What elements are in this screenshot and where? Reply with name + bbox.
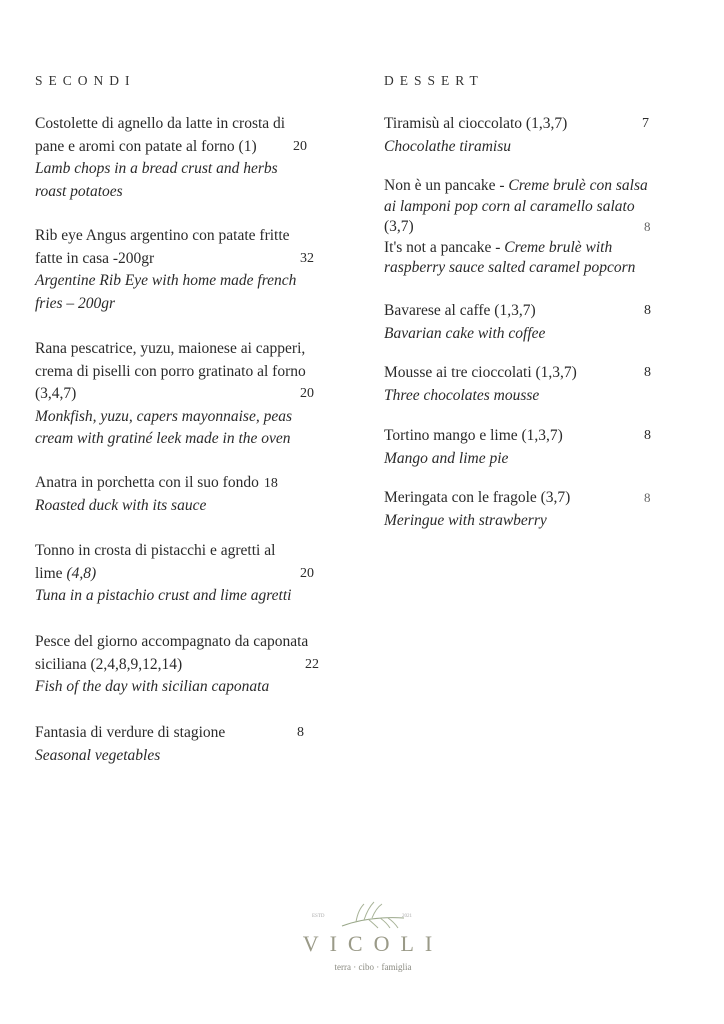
item-translation-text: cream with gratiné leek made in the oven <box>35 430 291 447</box>
item-text: Costolette di agnello da latte in crosta di <box>35 115 286 132</box>
logo-brand: VICOLI <box>302 931 444 956</box>
item-price: 8 <box>644 490 651 505</box>
menu-item <box>35 631 365 699</box>
menu-item-line <box>35 270 365 293</box>
item-price: 20 <box>300 565 314 581</box>
menu-item-line <box>35 676 365 699</box>
item-text: Rana pescatrice, yuzu, maionese ai capperi, <box>35 340 306 357</box>
item-text: Anatra in porchetta con il suo fondo <box>35 474 259 491</box>
item-translation-text: Chocolathe tiramisu <box>384 137 512 155</box>
item-text: Meringata con le fragole (3,7) <box>384 489 571 506</box>
item-translation-text: fries – 200gr <box>35 294 116 312</box>
item-translation-text: Lamb chops in a bread crust and herbs <box>35 160 278 177</box>
item-text: siciliana (2,4,8,9,12,14) <box>35 655 183 673</box>
menu-item <box>384 113 714 158</box>
menu-item-line <box>384 448 714 471</box>
menu-item-line <box>35 495 365 518</box>
item-text: Rib eye Angus argentino con patate fritte <box>35 227 290 244</box>
item-translation-text: roast potatoes <box>35 182 123 200</box>
menu-item-line <box>35 722 365 745</box>
item-translation-text: Bavarian cake with coffee <box>384 324 546 342</box>
menu-item-line <box>35 225 365 248</box>
menu-item-line <box>384 323 714 346</box>
item-translation-text: Fish of the day with sicilian caponata <box>35 678 270 695</box>
menu-item-line <box>384 113 714 136</box>
item-translation-text: Argentine Rib Eye with home made french <box>35 272 297 289</box>
menu-item-line <box>35 654 365 677</box>
menu-item-line <box>384 362 714 385</box>
item-price: 20 <box>293 138 307 154</box>
item-text: pane e aromi con patate al forno (1) <box>35 137 257 155</box>
menu-item <box>384 362 714 407</box>
menu-item-line <box>35 428 365 451</box>
menu-item-line <box>35 631 365 654</box>
item-translation-text: Roasted duck with its sauce <box>35 496 207 514</box>
menu-item-line <box>35 113 365 136</box>
logo-tagline: terra · cibo · famiglia <box>334 962 412 972</box>
menu-item-line <box>35 563 365 586</box>
vicoli-logo <box>298 898 448 978</box>
item-text: crema di piselli con porro gratinato al forno <box>35 362 306 380</box>
item-text: Pesce del giorno accompagnato da caponata <box>35 633 309 650</box>
logo-year: 2021 <box>402 914 412 919</box>
item-text: lime <box>35 564 67 582</box>
menu-item <box>384 176 714 279</box>
menu-item <box>35 113 365 203</box>
menu-item-line <box>35 472 365 495</box>
menu-item-line <box>384 136 714 159</box>
item-translation-text: ai lamponi pop corn al caramello salato <box>384 197 635 215</box>
menu-item-line <box>35 338 365 361</box>
menu-item-line <box>35 406 365 429</box>
item-text: Tiramisù al cioccolato (1,3,7) <box>384 115 568 132</box>
menu-item-line <box>35 361 365 384</box>
menu-item-line <box>35 158 365 181</box>
olive-branch-icon <box>338 898 408 932</box>
item-translation-text: (4,8) <box>66 564 97 582</box>
item-text: Bavarese al caffe (1,3,7) <box>384 302 536 319</box>
menu-item-line <box>35 181 365 204</box>
menu-item <box>384 425 714 470</box>
item-price: 8 <box>644 219 651 235</box>
item-translation-text: Mango and lime pie <box>384 449 509 467</box>
menu-item-line <box>384 487 714 510</box>
menu-item-line <box>384 258 714 279</box>
item-text: fatte in casa -200gr <box>35 249 155 267</box>
item-text: (3,7) <box>384 218 414 236</box>
item-translation-text: raspberry sauce salted caramel popcorn <box>384 259 636 277</box>
item-price: 8 <box>644 303 651 318</box>
menu-item-line <box>384 385 714 408</box>
item-price: 8 <box>644 365 651 380</box>
menu-item-line <box>35 745 365 768</box>
item-translation-text: Meringue with strawberry <box>384 511 547 529</box>
section-title-secondi: SECONDI <box>35 73 136 88</box>
menu-item-line <box>35 293 365 316</box>
item-text: It's not a pancake - <box>384 238 505 256</box>
item-price: 18 <box>263 476 278 491</box>
menu-item-line <box>384 425 714 448</box>
item-translation-text: Creme brulè with <box>504 238 613 256</box>
menu-item-line <box>35 136 365 159</box>
item-translation-text: Monkfish, yuzu, capers mayonnaise, peas <box>35 407 292 425</box>
item-price: 7 <box>642 116 649 131</box>
item-text: Tonno in crosta di pistacchi e agretti al <box>35 542 276 559</box>
menu-item <box>35 338 365 451</box>
menu-item <box>35 722 365 767</box>
item-price: 20 <box>300 386 314 401</box>
menu-item-line <box>35 248 365 271</box>
item-price: 8 <box>297 725 304 740</box>
menu-item-line <box>384 238 714 259</box>
menu-item <box>35 472 365 517</box>
menu-item-line <box>384 176 714 197</box>
item-translation-text: Three chocolates mousse <box>384 386 540 404</box>
item-translation-text: Tuna in a pistachio crust and lime agretti <box>35 587 292 604</box>
menu-item-line <box>35 585 365 608</box>
item-text: Non è un pancake - <box>384 177 509 194</box>
item-text: Mousse ai tre cioccolati (1,3,7) <box>384 364 577 381</box>
menu-item-line <box>384 197 714 218</box>
item-price: 22 <box>305 656 319 672</box>
item-price: 32 <box>300 250 314 266</box>
menu-item-line <box>35 383 365 406</box>
logo-estd: ESTD <box>312 914 325 919</box>
menu-item <box>35 540 365 608</box>
item-translation-text: Creme brulè con salsa <box>508 177 648 194</box>
item-price: 8 <box>644 428 651 443</box>
item-text: (3,4,7) <box>35 385 77 402</box>
menu-item <box>384 487 714 532</box>
menu-item-line <box>384 510 714 533</box>
menu-item-line <box>384 217 714 238</box>
item-translation-text: Seasonal vegetables <box>35 746 161 764</box>
item-text: Fantasia di verdure di stagione <box>35 724 226 741</box>
menu-item <box>35 225 365 315</box>
menu-item-line <box>384 300 714 323</box>
menu-item-line <box>35 540 365 563</box>
section-title-dessert: DESSERT <box>384 73 484 88</box>
menu-item <box>384 300 714 345</box>
item-text: Tortino mango e lime (1,3,7) <box>384 427 563 444</box>
